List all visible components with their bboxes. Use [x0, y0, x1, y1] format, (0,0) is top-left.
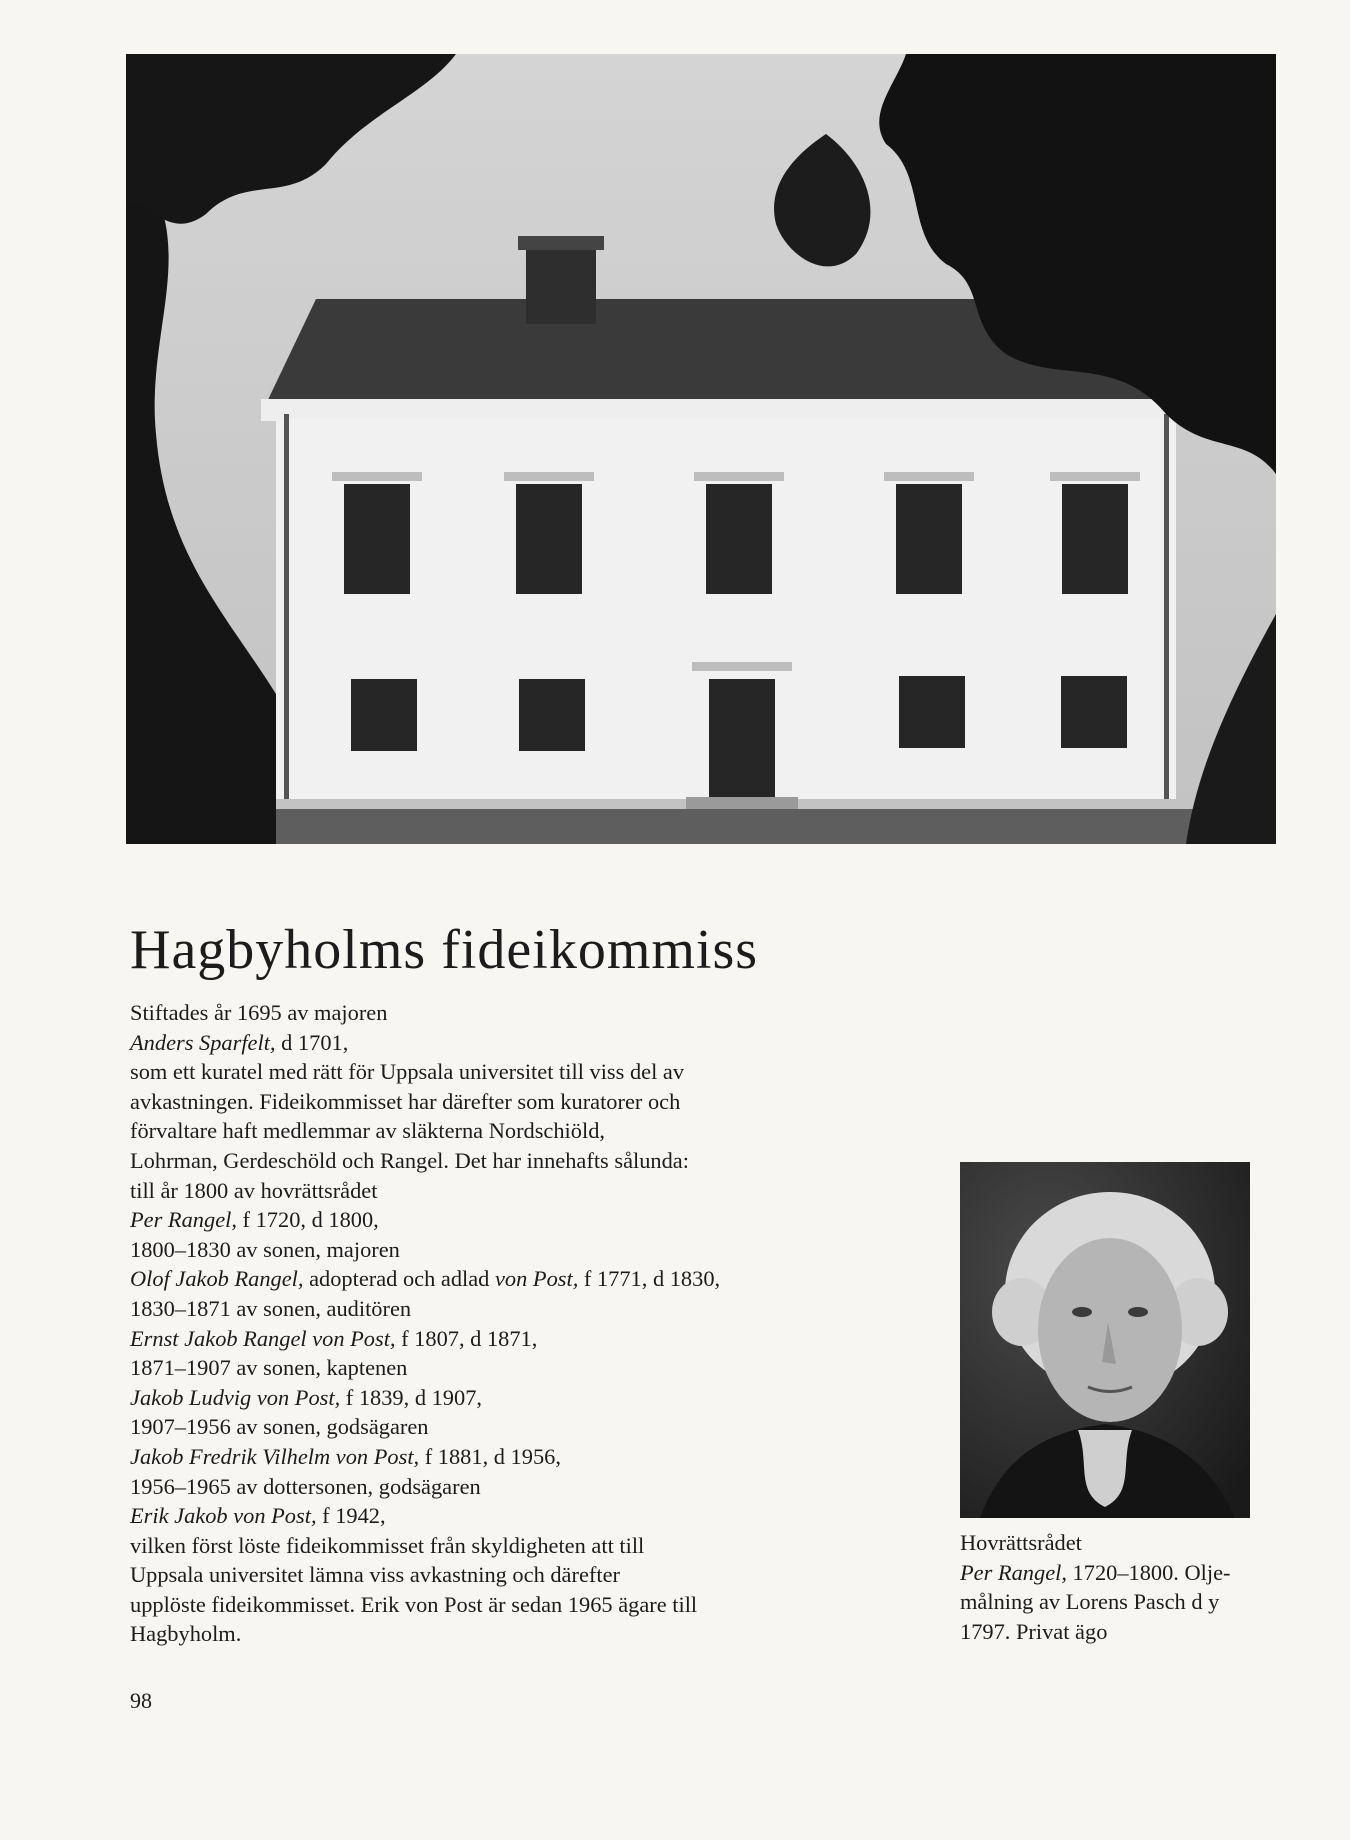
- caption-line: 1797. Privat ägo: [960, 1618, 1108, 1644]
- body-line: som ett kuratel med rätt för Uppsala universitet till viss del av: [130, 1059, 685, 1085]
- house-photo: [126, 54, 1276, 844]
- body-line: Uppsala universitet lämna viss avkastning och därefter: [130, 1562, 620, 1588]
- person-name: Per Rangel,: [960, 1559, 1067, 1585]
- person-name: von Post,: [494, 1266, 579, 1292]
- body-line: Erik Jakob von Post, f 1942,: [130, 1503, 386, 1529]
- body-line: Ernst Jakob Rangel von Post, f 1807, d 1871,: [130, 1325, 538, 1351]
- body-line: Anders Sparfelt, d 1701,: [130, 1029, 349, 1055]
- body-line: vilken först löste fideikommisset från skyldigheten att till: [130, 1532, 645, 1558]
- body-line: 1907–1956 av sonen, godsägaren: [130, 1414, 429, 1440]
- body-line: Hagbyholm.: [130, 1621, 242, 1647]
- body-line: upplöste fideikommisset. Erik von Post är sedan 1965 ägare till: [130, 1591, 698, 1617]
- body-line: 1800–1830 av sonen, majoren: [130, 1236, 400, 1262]
- person-name: Per Rangel,: [130, 1207, 237, 1233]
- body-text: [130, 998, 870, 1649]
- body-line: till år 1800 av hovrättsrådet: [130, 1177, 378, 1203]
- portrait-photo: [960, 1162, 1250, 1518]
- caption-line: Per Rangel, 1720–1800. Olje-: [960, 1559, 1231, 1585]
- body-line: Olof Jakob Rangel, adopterad och adlad von Post, f 1771, d 1830,: [130, 1266, 721, 1292]
- caption-line: målning av Lorens Pasch d y: [960, 1589, 1220, 1615]
- person-name: Erik Jakob von Post,: [130, 1503, 317, 1529]
- body-line: Stiftades år 1695 av majoren: [130, 1000, 388, 1025]
- body-line: 1956–1965 av dottersonen, godsägaren: [130, 1473, 481, 1499]
- body-line: förvaltare haft medlemmar av släkterna Nordschiöld,: [130, 1118, 605, 1144]
- body-line: Jakob Fredrik Vilhelm von Post, f 1881, d 1956,: [130, 1443, 561, 1469]
- body-line: avkastningen. Fideikommisset har därefter som kuratorer och: [130, 1088, 681, 1114]
- person-name: Ernst Jakob Rangel von Post,: [130, 1325, 396, 1351]
- page-number: 98: [130, 1688, 152, 1713]
- body-line: 1830–1871 av sonen, auditören: [130, 1295, 412, 1321]
- body-line: Lohrman, Gerdeschöld och Rangel. Det har innehafts sålunda:: [130, 1147, 689, 1173]
- body-line: Jakob Ludvig von Post, f 1839, d 1907,: [130, 1384, 482, 1410]
- portrait-illustration: [960, 1162, 1250, 1518]
- portrait-caption: [960, 1528, 1300, 1646]
- page-title: Hagbyholms fideikommiss: [130, 919, 759, 981]
- person-name: Olof Jakob Rangel,: [130, 1266, 304, 1292]
- person-name: Jakob Ludvig von Post,: [130, 1384, 341, 1410]
- person-name: Jakob Fredrik Vilhelm von Post,: [130, 1443, 420, 1469]
- body-line: 1871–1907 av sonen, kaptenen: [130, 1355, 408, 1381]
- house-illustration: [126, 54, 1276, 844]
- caption-line: Hovrättsrådet: [960, 1530, 1082, 1555]
- person-name: Anders Sparfelt,: [130, 1029, 276, 1055]
- body-line: Per Rangel, f 1720, d 1800,: [130, 1207, 379, 1233]
